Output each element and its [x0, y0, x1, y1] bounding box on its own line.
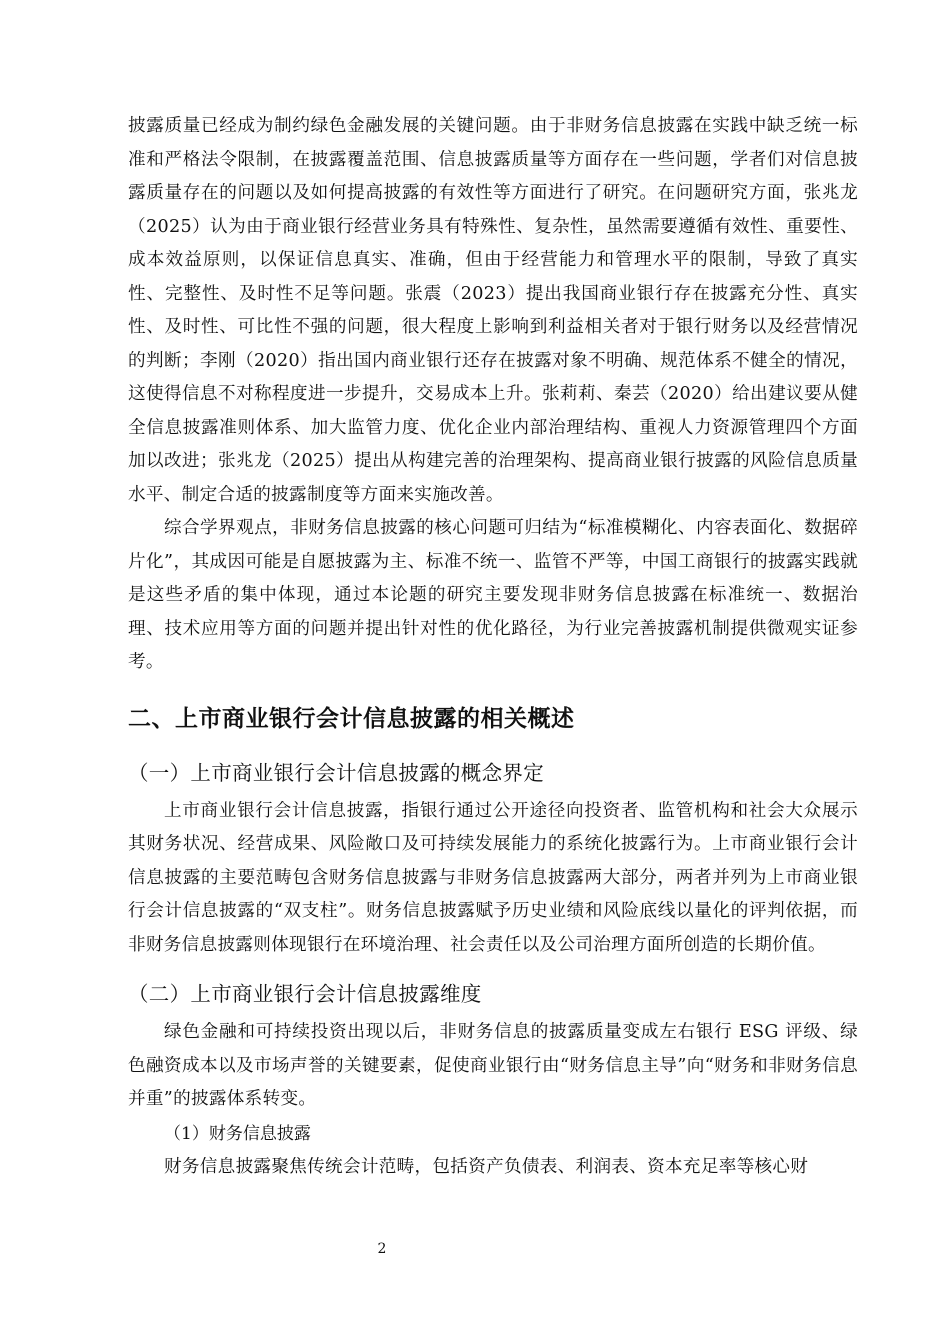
dimensions-paragraph: 绿色金融和可持续投资出现以后，非财务信息的披露质量变成左右银行 ESG 评级、绿色融资成本以及市场声誉的关键要素，促使商业银行由“财务信息主导”向“财务和非财务信息并重”的披露体系转变。 [128, 1022, 858, 1109]
subsection-heading-concept: （一）上市商业银行会计信息披露的概念界定 [128, 760, 544, 785]
intro-paragraph-continued: 披露质量已经成为制约绿色金融发展的关键问题。由于非财务信息披露在实践中缺乏统一标准和严格法令限制，在披露覆盖范围、信息披露质量等方面存在一些问题，学者们对信息披露质量存在的问题以及如何提高披露的有效性等方面进行了研究。在问题研究方面，张兆龙（2025）认为由于商业银行经营业务具有特殊性、复杂性，虽然需要遵循有效性、重要性、成本效益原则，以保证信息真实、准确，但由于经营能力和管理水平的限制，导致了真实性、完整性、及时性不足等问题。张震（2023）提出我国商业银行存在披露充分性、真实性、及时性、可比性不强的问题，很大程度上影响到利益相关者对于银行财务以及经营情况的判断；李刚（2020）指出国内商业银行还存在披露对象不明确、规范体系不健全的情况，这使得信息不对称程度进一步提升，交易成本上升。张莉莉、秦芸（2020）给出建议要从健全信息披露准则体系、加大监管力度、优化企业内部治理结构、重视人力资源管理四个方面加以改进；张兆龙（2025）提出从构建完善的治理架构、提高商业银行披露的风险信息质量水平、制定合适的披露制度等方面来实施改善。 [128, 116, 858, 505]
concept-paragraph: 上市商业银行会计信息披露，指银行通过公开途径向投资者、监管机构和社会大众展示其财务状况、经营成果、风险敞口及可持续发展能力的系统化披露行为。上市商业银行会计信息披露的主要范畴包含财务信息披露与非财务信息披露两大部分，两者并列为上市商业银行会计信息披露的“双支柱”。财务信息披露赋予历史业绩和风险底线以量化的评判依据，而非财务信息披露则体现银行在环境治理、社会责任以及公司治理方面所创造的长期价值。 [128, 800, 858, 955]
page-number: 2 [377, 1241, 387, 1257]
list-item-label: （1）财务信息披露 [164, 1123, 311, 1144]
section-heading: 二、上市商业银行会计信息披露的相关概述 [128, 705, 575, 732]
page-content [128, 110, 858, 1184]
financial-disclosure-paragraph: 财务信息披露聚焦传统会计范畴，包括资产负债表、利润表、资本充足率等核心财 [164, 1156, 809, 1177]
subsection-heading-dimensions: （二）上市商业银行会计信息披露维度 [128, 982, 482, 1006]
intro-paragraph-summary: 综合学界观点，非财务信息披露的核心问题可归结为“标准模糊化、内容表面化、数据碎片化”，其成因可能是自愿披露为主、标准不统一、监管不严等，中国工商银行的披露实践就是这些矛盾的集中体现，通过本论题的研究主要发现非财务信息披露在标准统一、数据治理、技术应用等方面的问题并提出针对性的优化路径，为行业完善披露机制提供微观实证参考。 [128, 518, 858, 672]
